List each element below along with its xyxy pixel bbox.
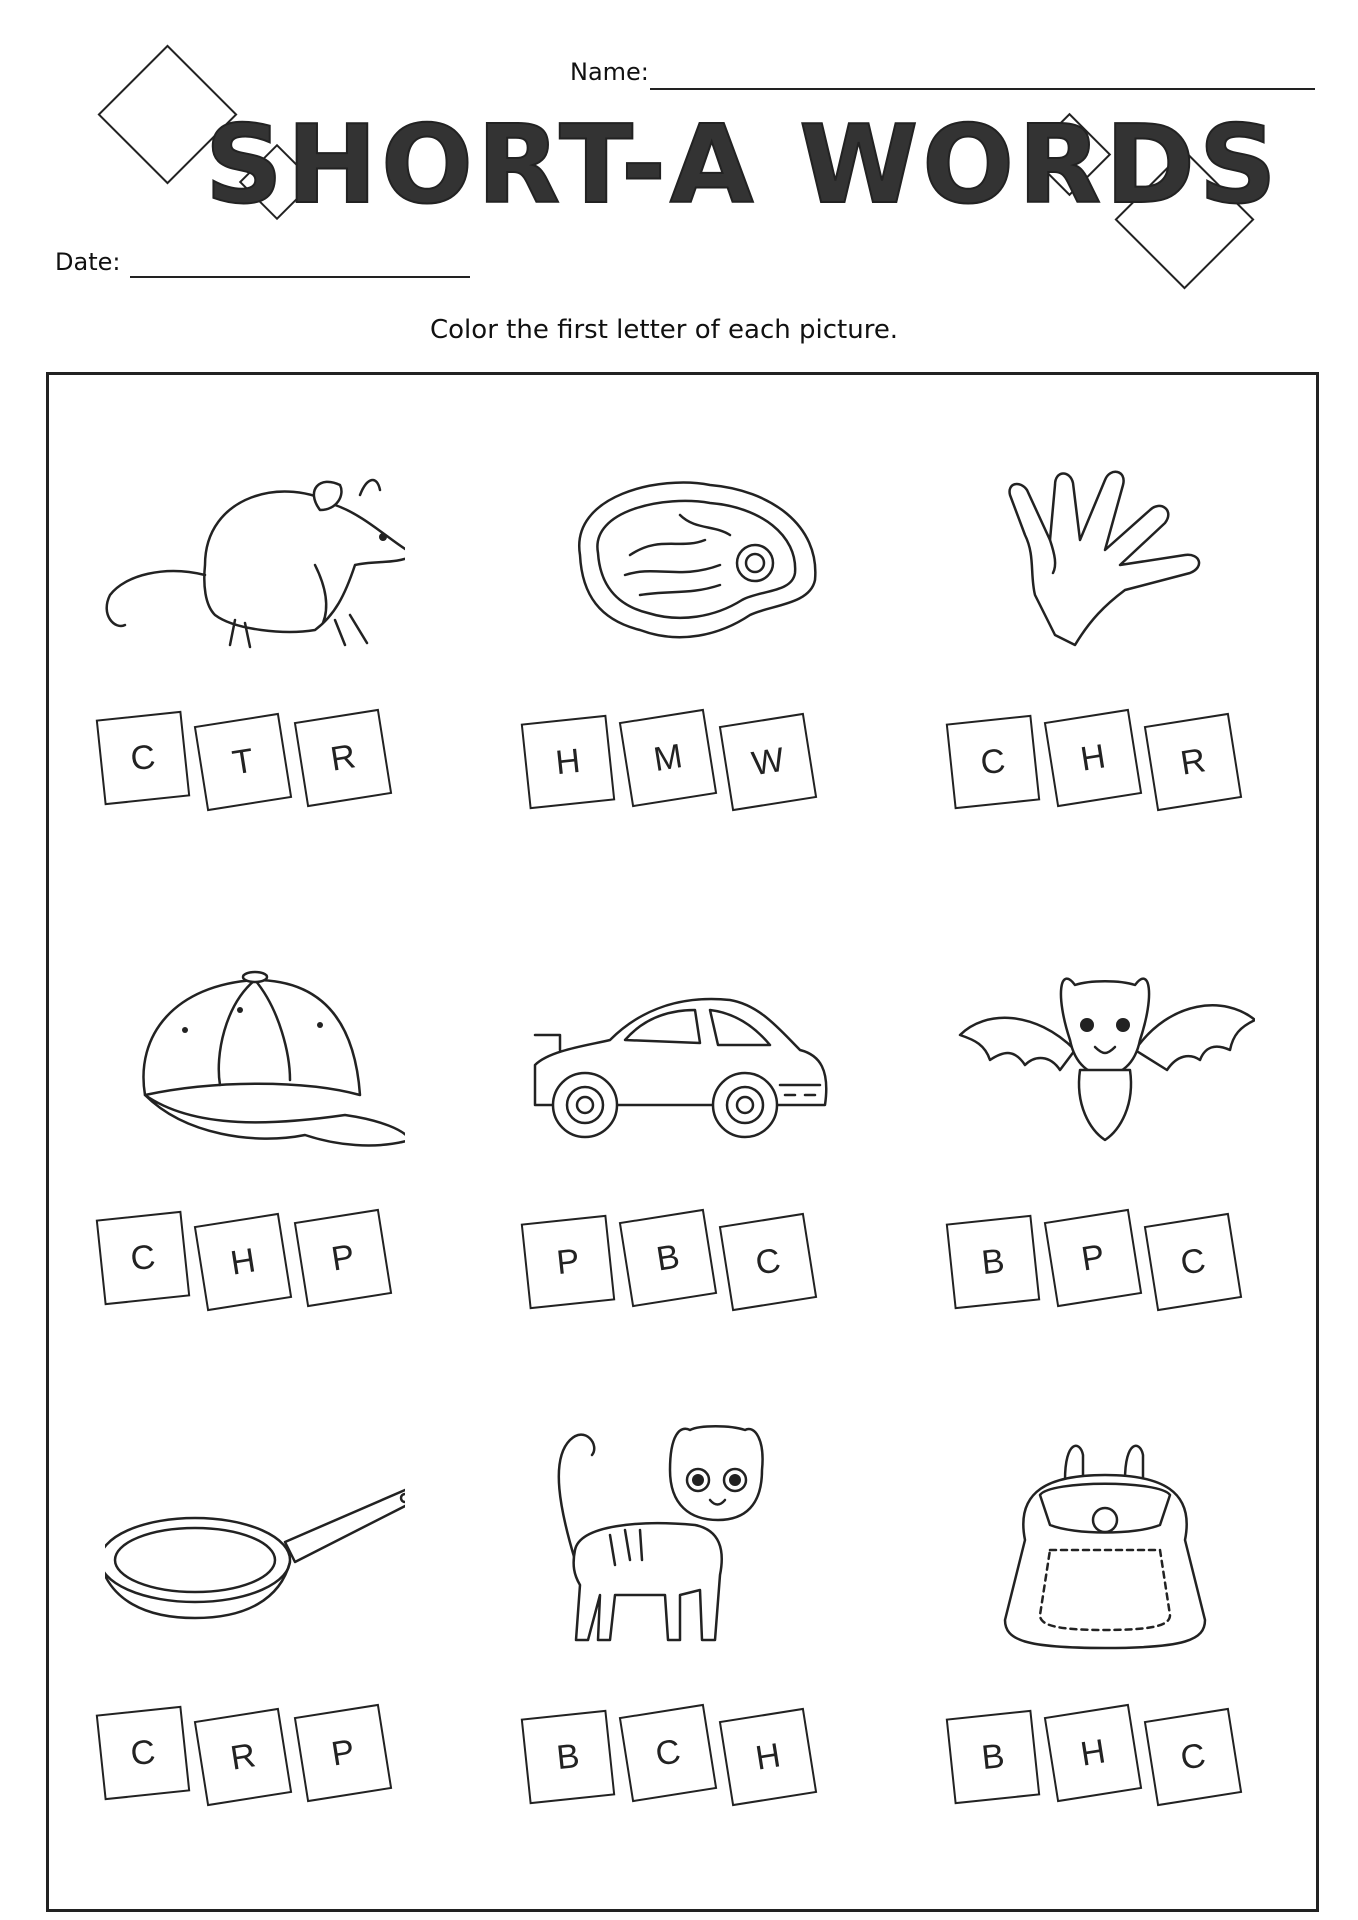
pan-icon [105, 1450, 405, 1650]
item-cap [90, 955, 420, 1355]
item-ham [515, 455, 845, 855]
cat-icon [530, 1400, 830, 1650]
letter-choices [525, 705, 835, 815]
letter-tile[interactable]: B [619, 1209, 717, 1307]
letter-tile[interactable]: M [619, 709, 717, 807]
letter-tile[interactable]: R [194, 1708, 292, 1806]
item-car [515, 955, 845, 1355]
item-rat [90, 455, 420, 855]
letter-tile[interactable]: H [521, 715, 616, 810]
letter-choices [525, 1700, 835, 1810]
letter-choices [950, 1700, 1260, 1810]
letter-tile[interactable]: C [96, 711, 191, 806]
item-cat [515, 1400, 845, 1800]
letter-tile[interactable]: P [1044, 1209, 1142, 1307]
letter-tile[interactable]: B [521, 1710, 616, 1805]
letter-tile[interactable]: C [719, 1213, 817, 1311]
letter-tile[interactable]: C [96, 1706, 191, 1801]
letter-tile[interactable]: C [619, 1704, 717, 1802]
bat-icon [955, 955, 1255, 1155]
name-field[interactable] [650, 88, 1315, 90]
letter-choices [100, 1700, 410, 1810]
letter-tile[interactable]: C [1144, 1708, 1242, 1806]
letter-tile[interactable]: H [194, 1213, 292, 1311]
letter-choices [950, 705, 1260, 815]
letter-tile[interactable]: H [1044, 1704, 1142, 1802]
letter-tile[interactable]: H [1044, 709, 1142, 807]
letter-tile[interactable]: P [521, 1215, 616, 1310]
cap-icon [105, 955, 405, 1155]
letter-tile[interactable]: T [194, 713, 292, 811]
letter-tile[interactable]: C [1144, 1213, 1242, 1311]
letter-choices [100, 1205, 410, 1315]
item-hand [940, 455, 1270, 855]
car-icon [530, 955, 830, 1155]
letter-tile[interactable]: P [294, 1209, 392, 1307]
letter-tile[interactable]: W [719, 713, 817, 811]
letter-tile[interactable]: B [946, 1710, 1041, 1805]
letter-tile[interactable]: P [294, 1704, 392, 1802]
letter-choices [100, 705, 410, 815]
item-bag [940, 1420, 1270, 1820]
hand-icon [955, 455, 1255, 655]
letter-tile[interactable]: R [294, 709, 392, 807]
letter-choices [525, 1205, 835, 1315]
letter-tile[interactable]: R [1144, 713, 1242, 811]
rat-icon [105, 455, 405, 655]
date-field[interactable] [130, 276, 470, 278]
date-label: Date: [55, 248, 121, 276]
bag-icon [955, 1420, 1255, 1650]
letter-tile[interactable]: C [946, 715, 1041, 810]
item-bat [940, 955, 1270, 1355]
letter-choices [950, 1205, 1260, 1315]
item-pan [90, 1450, 420, 1850]
letter-tile[interactable]: H [719, 1708, 817, 1806]
page-title: SHORT-A WORDS [205, 103, 1281, 228]
instructions: Color the first letter of each picture. [430, 315, 899, 345]
letter-tile[interactable]: C [96, 1211, 191, 1306]
ham-icon [530, 455, 830, 655]
letter-tile[interactable]: B [946, 1215, 1041, 1310]
name-label: Name: [570, 58, 649, 86]
